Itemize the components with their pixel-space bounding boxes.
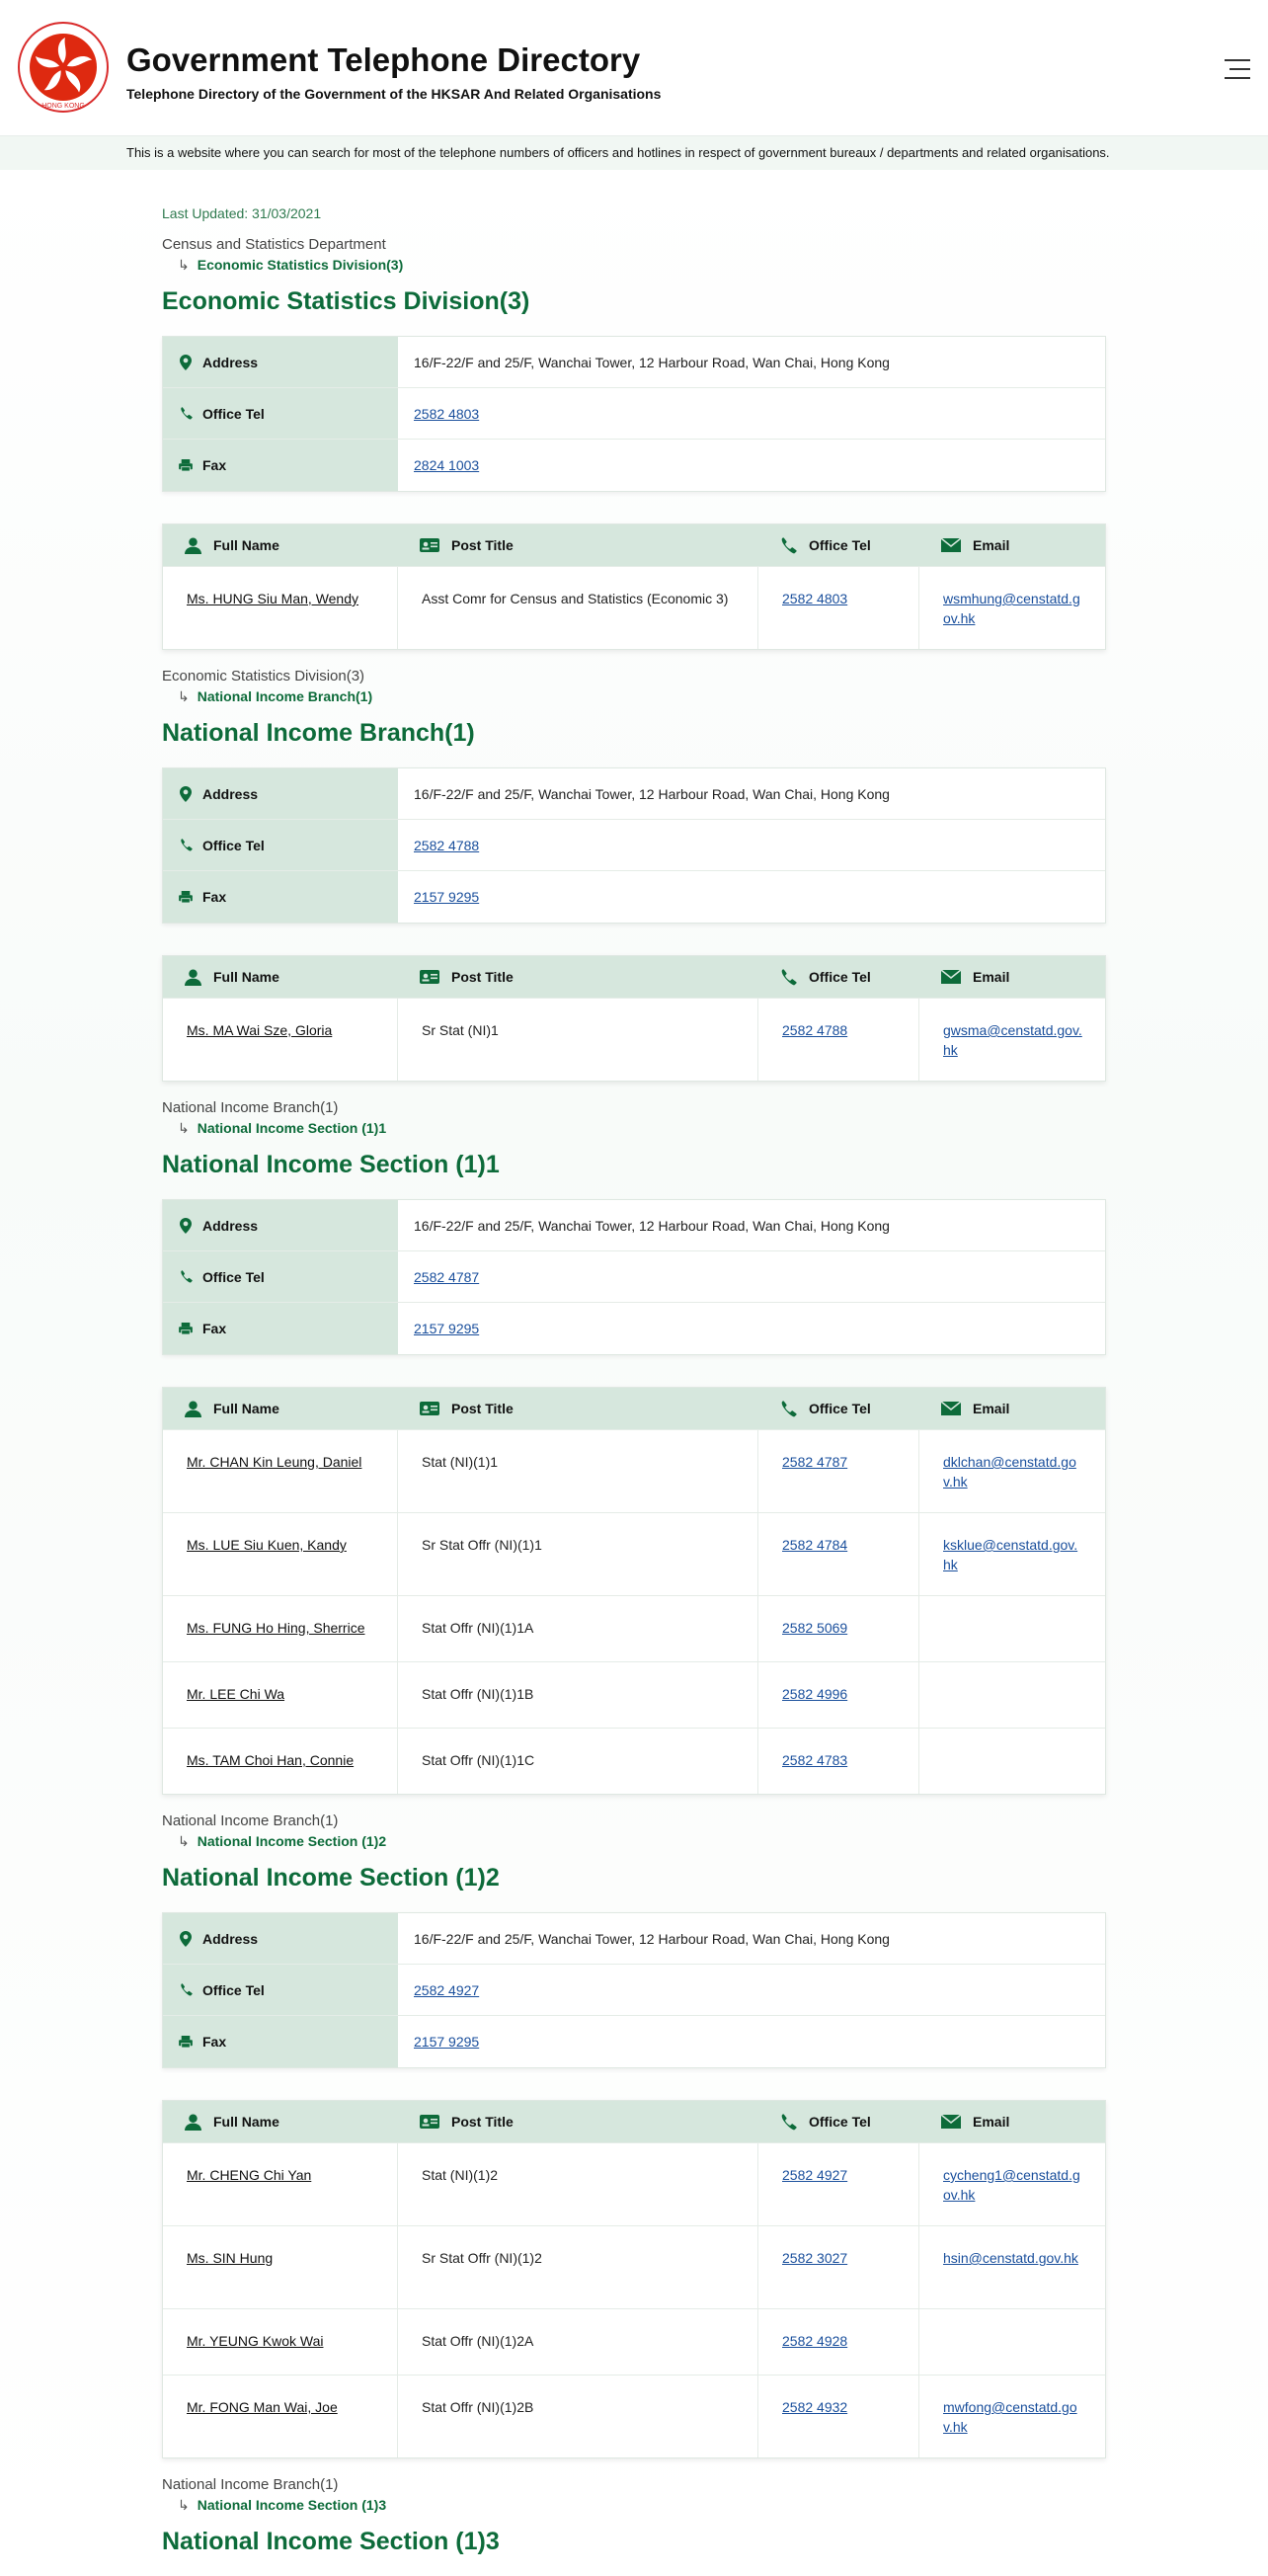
fax-label [163, 1303, 398, 1354]
table-row [163, 2308, 1105, 2375]
staff-post-title: Sr Stat Offr (NI)(1)1 [398, 1513, 758, 1595]
address-label [163, 1913, 398, 1964]
address-label-text: Address [202, 785, 259, 802]
address-label [163, 1200, 398, 1250]
emblem-text: HONG KONG [41, 103, 85, 110]
address-label [163, 337, 398, 387]
fax-label [163, 871, 398, 923]
full-name-header: Full Name [213, 2114, 279, 2130]
staff-email-link[interactable]: hsin@censtatd.gov.hk [943, 2250, 1078, 2266]
id-card-icon [420, 970, 439, 984]
staff-name-link[interactable]: Ms. MA Wai Sze, Gloria [187, 1022, 333, 1038]
breadcrumb-current: ↳ National Income Section (1)2 [178, 1833, 387, 1849]
office-tel-link[interactable]: 2582 4803 [414, 405, 480, 422]
fax-label-text: Fax [202, 2034, 227, 2050]
phone-icon [780, 969, 797, 986]
address-row [163, 1913, 1105, 1965]
fax-label [163, 2016, 398, 2067]
user-icon [185, 969, 201, 986]
staff-table [162, 2100, 1106, 2458]
email-header: Email [973, 537, 1010, 553]
staff-tel-link[interactable]: 2582 4996 [782, 1686, 848, 1702]
address-label-text: Address [202, 1930, 259, 1947]
contact-info-table [162, 1199, 1106, 1355]
office-tel-label [163, 1965, 398, 2015]
phone-icon [780, 2114, 797, 2131]
address-label [163, 768, 398, 819]
phone-icon [180, 407, 193, 420]
staff-email-link[interactable]: gwsma@censtatd.gov.hk [943, 1022, 1082, 1058]
breadcrumb-current-label: Economic Statistics Division(3) [197, 257, 404, 273]
phone-icon [780, 537, 797, 554]
office-tel-label [163, 388, 398, 439]
fax-label [163, 440, 398, 491]
mail-icon [941, 970, 961, 984]
table-row [163, 998, 1105, 1081]
staff-post-title: Stat Offr (NI)(1)1B [398, 1662, 758, 1728]
staff-name-link[interactable]: Mr. YEUNG Kwok Wai [187, 2333, 324, 2349]
address-value: 16/F-22/F and 25/F, Wanchai Tower, 12 Harbour Road, Wan Chai, Hong Kong [414, 785, 890, 802]
office-tel-label-text: Office Tel [202, 1981, 265, 1998]
email-header: Email [973, 1401, 1010, 1416]
staff-table [162, 955, 1106, 1082]
staff-tel-link[interactable]: 2582 4783 [782, 1752, 848, 1768]
staff-table-header [163, 1388, 1105, 1429]
address-row [163, 337, 1105, 388]
main-content [0, 170, 1268, 2555]
address-value: 16/F-22/F and 25/F, Wanchai Tower, 12 Harbour Road, Wan Chai, Hong Kong [414, 1930, 890, 1947]
staff-name-link[interactable]: Mr. CHENG Chi Yan [187, 2167, 312, 2183]
table-row [163, 1512, 1105, 1595]
phone-icon [180, 1270, 193, 1283]
breadcrumb-current-label: National Income Branch(1) [197, 688, 373, 704]
staff-email-link[interactable]: dklchan@censtatd.gov.hk [943, 1454, 1076, 1489]
table-row [163, 566, 1105, 649]
address-value: 16/F-22/F and 25/F, Wanchai Tower, 12 Harbour Road, Wan Chai, Hong Kong [414, 1217, 890, 1234]
staff-tel-link[interactable]: 2582 4788 [782, 1022, 848, 1038]
table-row [163, 2142, 1105, 2225]
office-tel-header: Office Tel [809, 2114, 871, 2130]
post-title-header: Post Title [451, 537, 514, 553]
breadcrumb-parent[interactable]: Census and Statistics Department [162, 236, 386, 253]
office-tel-label-text: Office Tel [202, 405, 265, 422]
table-row [163, 1661, 1105, 1728]
address-label-text: Address [202, 1217, 259, 1234]
full-name-header: Full Name [213, 537, 279, 553]
office-tel-label-text: Office Tel [202, 837, 265, 853]
address-value: 16/F-22/F and 25/F, Wanchai Tower, 12 Harbour Road, Wan Chai, Hong Kong [414, 354, 890, 370]
email-header: Email [973, 969, 1010, 985]
contact-info-table [162, 1912, 1106, 2068]
staff-post-title: Asst Comr for Census and Statistics (Economic 3) [398, 567, 758, 649]
breadcrumb-parent[interactable]: National Income Branch(1) [162, 1099, 339, 1116]
office-tel-link[interactable]: 2582 4787 [414, 1268, 480, 1285]
site-notice: This is a website where you can search for most of the telephone numbers of officers and hotlines in respect of government bureaux / departments and related organisations. [0, 136, 1268, 170]
staff-post-title: Stat Offr (NI)(1)1A [398, 1596, 758, 1661]
fax-icon [179, 459, 193, 471]
staff-post-title: Stat Offr (NI)(1)2B [398, 2375, 758, 2457]
full-name-header: Full Name [213, 969, 279, 985]
staff-table [162, 1387, 1106, 1795]
staff-name-link[interactable]: Mr. FONG Man Wai, Joe [187, 2399, 338, 2415]
full-name-header: Full Name [213, 1401, 279, 1416]
office-tel-row [163, 388, 1105, 440]
office-tel-row [163, 1251, 1105, 1303]
mail-icon [941, 1402, 961, 1415]
breadcrumb-current: ↳ Economic Statistics Division(3) [178, 257, 404, 273]
breadcrumb-current: ↳ National Income Branch(1) [178, 688, 373, 704]
fax-link[interactable]: 2824 1003 [414, 457, 480, 473]
location-pin-icon [180, 355, 192, 370]
fax-link[interactable]: 2157 9295 [414, 2034, 480, 2050]
contact-info-table [162, 336, 1106, 492]
breadcrumb-parent[interactable]: National Income Branch(1) [162, 2476, 339, 2493]
site-header [0, 0, 1268, 136]
phone-icon [780, 1401, 797, 1417]
fax-link[interactable]: 2157 9295 [414, 889, 480, 905]
staff-tel-link[interactable]: 2582 4803 [782, 591, 848, 606]
staff-tel-link[interactable]: 2582 4784 [782, 1537, 848, 1553]
office-tel-label [163, 1251, 398, 1302]
email-header: Email [973, 2114, 1010, 2130]
address-row [163, 1200, 1105, 1251]
fax-row [163, 871, 1105, 923]
fax-label-text: Fax [202, 1321, 227, 1336]
site-subtitle: Telephone Directory of the Government of the HKSAR And Related Organisations [126, 86, 662, 102]
user-icon [185, 537, 201, 554]
staff-tel-link[interactable]: 2582 3027 [782, 2250, 848, 2266]
staff-tel-link[interactable]: 2582 4928 [782, 2333, 848, 2349]
fax-icon [179, 891, 193, 903]
staff-name-link[interactable]: Ms. TAM Choi Han, Connie [187, 1752, 355, 1768]
staff-table-header [163, 956, 1105, 998]
staff-name-link[interactable]: Mr. CHAN Kin Leung, Daniel [187, 1454, 362, 1470]
breadcrumb-parent[interactable]: Economic Statistics Division(3) [162, 668, 365, 684]
staff-name-link[interactable]: Ms. SIN Hung [187, 2250, 274, 2266]
location-pin-icon [180, 1931, 192, 1947]
breadcrumb-current-label: National Income Section (1)1 [197, 1120, 387, 1136]
section-title: National Income Section (1)2 [162, 1864, 500, 1892]
breadcrumb-current-label: National Income Section (1)2 [197, 1833, 387, 1849]
staff-post-title: Stat Offr (NI)(1)1C [398, 1729, 758, 1794]
section-title: National Income Branch(1) [162, 719, 475, 747]
office-tel-header: Office Tel [809, 969, 871, 985]
staff-post-title: Stat Offr (NI)(1)2A [398, 2309, 758, 2375]
staff-post-title: Stat (NI)(1)1 [398, 1430, 758, 1512]
staff-table-header [163, 2101, 1105, 2142]
id-card-icon [420, 1402, 439, 1415]
office-tel-label [163, 820, 398, 870]
post-title-header: Post Title [451, 1401, 514, 1416]
mail-icon [941, 538, 961, 552]
id-card-icon [420, 2115, 439, 2129]
location-pin-icon [180, 1218, 192, 1234]
staff-name-link[interactable]: Mr. LEE Chi Wa [187, 1686, 285, 1702]
post-title-header: Post Title [451, 2114, 514, 2130]
staff-email-link[interactable]: mwfong@censtatd.gov.hk [943, 2399, 1077, 2435]
site-title: Government Telephone Directory [126, 41, 641, 78]
staff-post-title: Stat (NI)(1)2 [398, 2143, 758, 2225]
mail-icon [941, 2115, 961, 2129]
staff-tel-link[interactable]: 2582 4787 [782, 1454, 848, 1470]
section-title: National Income Section (1)3 [162, 2528, 500, 2555]
address-row [163, 768, 1105, 820]
office-tel-link[interactable]: 2582 4927 [414, 1981, 480, 1998]
office-tel-header: Office Tel [809, 1401, 871, 1416]
staff-name-link[interactable]: Ms. LUE Siu Kuen, Kandy [187, 1537, 347, 1553]
office-tel-link[interactable]: 2582 4788 [414, 837, 480, 853]
staff-tel-link[interactable]: 2582 4927 [782, 2167, 848, 2183]
office-tel-header: Office Tel [809, 537, 871, 553]
directory-content [162, 205, 1106, 2576]
staff-email-link[interactable]: cycheng1@censtatd.gov.hk [943, 2167, 1080, 2203]
fax-row [163, 2016, 1105, 2067]
staff-tel-link[interactable]: 2582 4932 [782, 2399, 848, 2415]
breadcrumb-current: ↳ National Income Section (1)3 [178, 2497, 387, 2513]
fax-row [163, 1303, 1105, 1354]
section-title: Economic Statistics Division(3) [162, 287, 530, 315]
user-icon [185, 1401, 201, 1417]
phone-icon [180, 1983, 193, 1996]
staff-email-link[interactable]: ksklue@censtatd.gov.hk [943, 1537, 1078, 1572]
table-row [163, 2375, 1105, 2457]
fax-row [163, 440, 1105, 491]
staff-table [162, 523, 1106, 650]
breadcrumb-current: ↳ National Income Section (1)1 [178, 1120, 387, 1136]
hamburger-menu-icon[interactable] [1225, 57, 1250, 81]
table-row [163, 2225, 1105, 2308]
post-title-header: Post Title [451, 969, 514, 985]
address-label-text: Address [202, 354, 259, 370]
staff-table-header [163, 524, 1105, 566]
phone-icon [180, 839, 193, 851]
staff-tel-link[interactable]: 2582 5069 [782, 1620, 848, 1636]
office-tel-label-text: Office Tel [202, 1268, 265, 1285]
table-row [163, 1728, 1105, 1794]
staff-post-title: Sr Stat Offr (NI)(1)2 [398, 2226, 758, 2308]
user-icon [185, 2114, 201, 2131]
fax-icon [179, 1323, 193, 1334]
staff-name-link[interactable]: Ms. FUNG Ho Hing, Sherrice [187, 1620, 365, 1636]
breadcrumb-current-label: National Income Section (1)3 [197, 2497, 387, 2513]
fax-label-text: Fax [202, 889, 227, 905]
staff-name-link[interactable]: Ms. HUNG Siu Man, Wendy [187, 591, 359, 606]
fax-link[interactable]: 2157 9295 [414, 1321, 480, 1336]
section-title: National Income Section (1)1 [162, 1151, 500, 1178]
office-tel-row [163, 820, 1105, 871]
fax-label-text: Fax [202, 457, 227, 473]
table-row [163, 1595, 1105, 1661]
office-tel-row [163, 1965, 1105, 2016]
staff-email-link[interactable]: wsmhung@censtatd.gov.hk [943, 591, 1080, 626]
fax-icon [179, 2036, 193, 2048]
location-pin-icon [180, 786, 192, 802]
contact-info-table [162, 767, 1106, 924]
hksar-emblem-icon [18, 22, 109, 113]
staff-post-title: Sr Stat (NI)1 [398, 999, 758, 1081]
breadcrumb-parent[interactable]: National Income Branch(1) [162, 1812, 339, 1829]
id-card-icon [420, 538, 439, 552]
last-updated: Last Updated: 31/03/2021 [162, 205, 322, 221]
table-row [163, 1429, 1105, 1512]
